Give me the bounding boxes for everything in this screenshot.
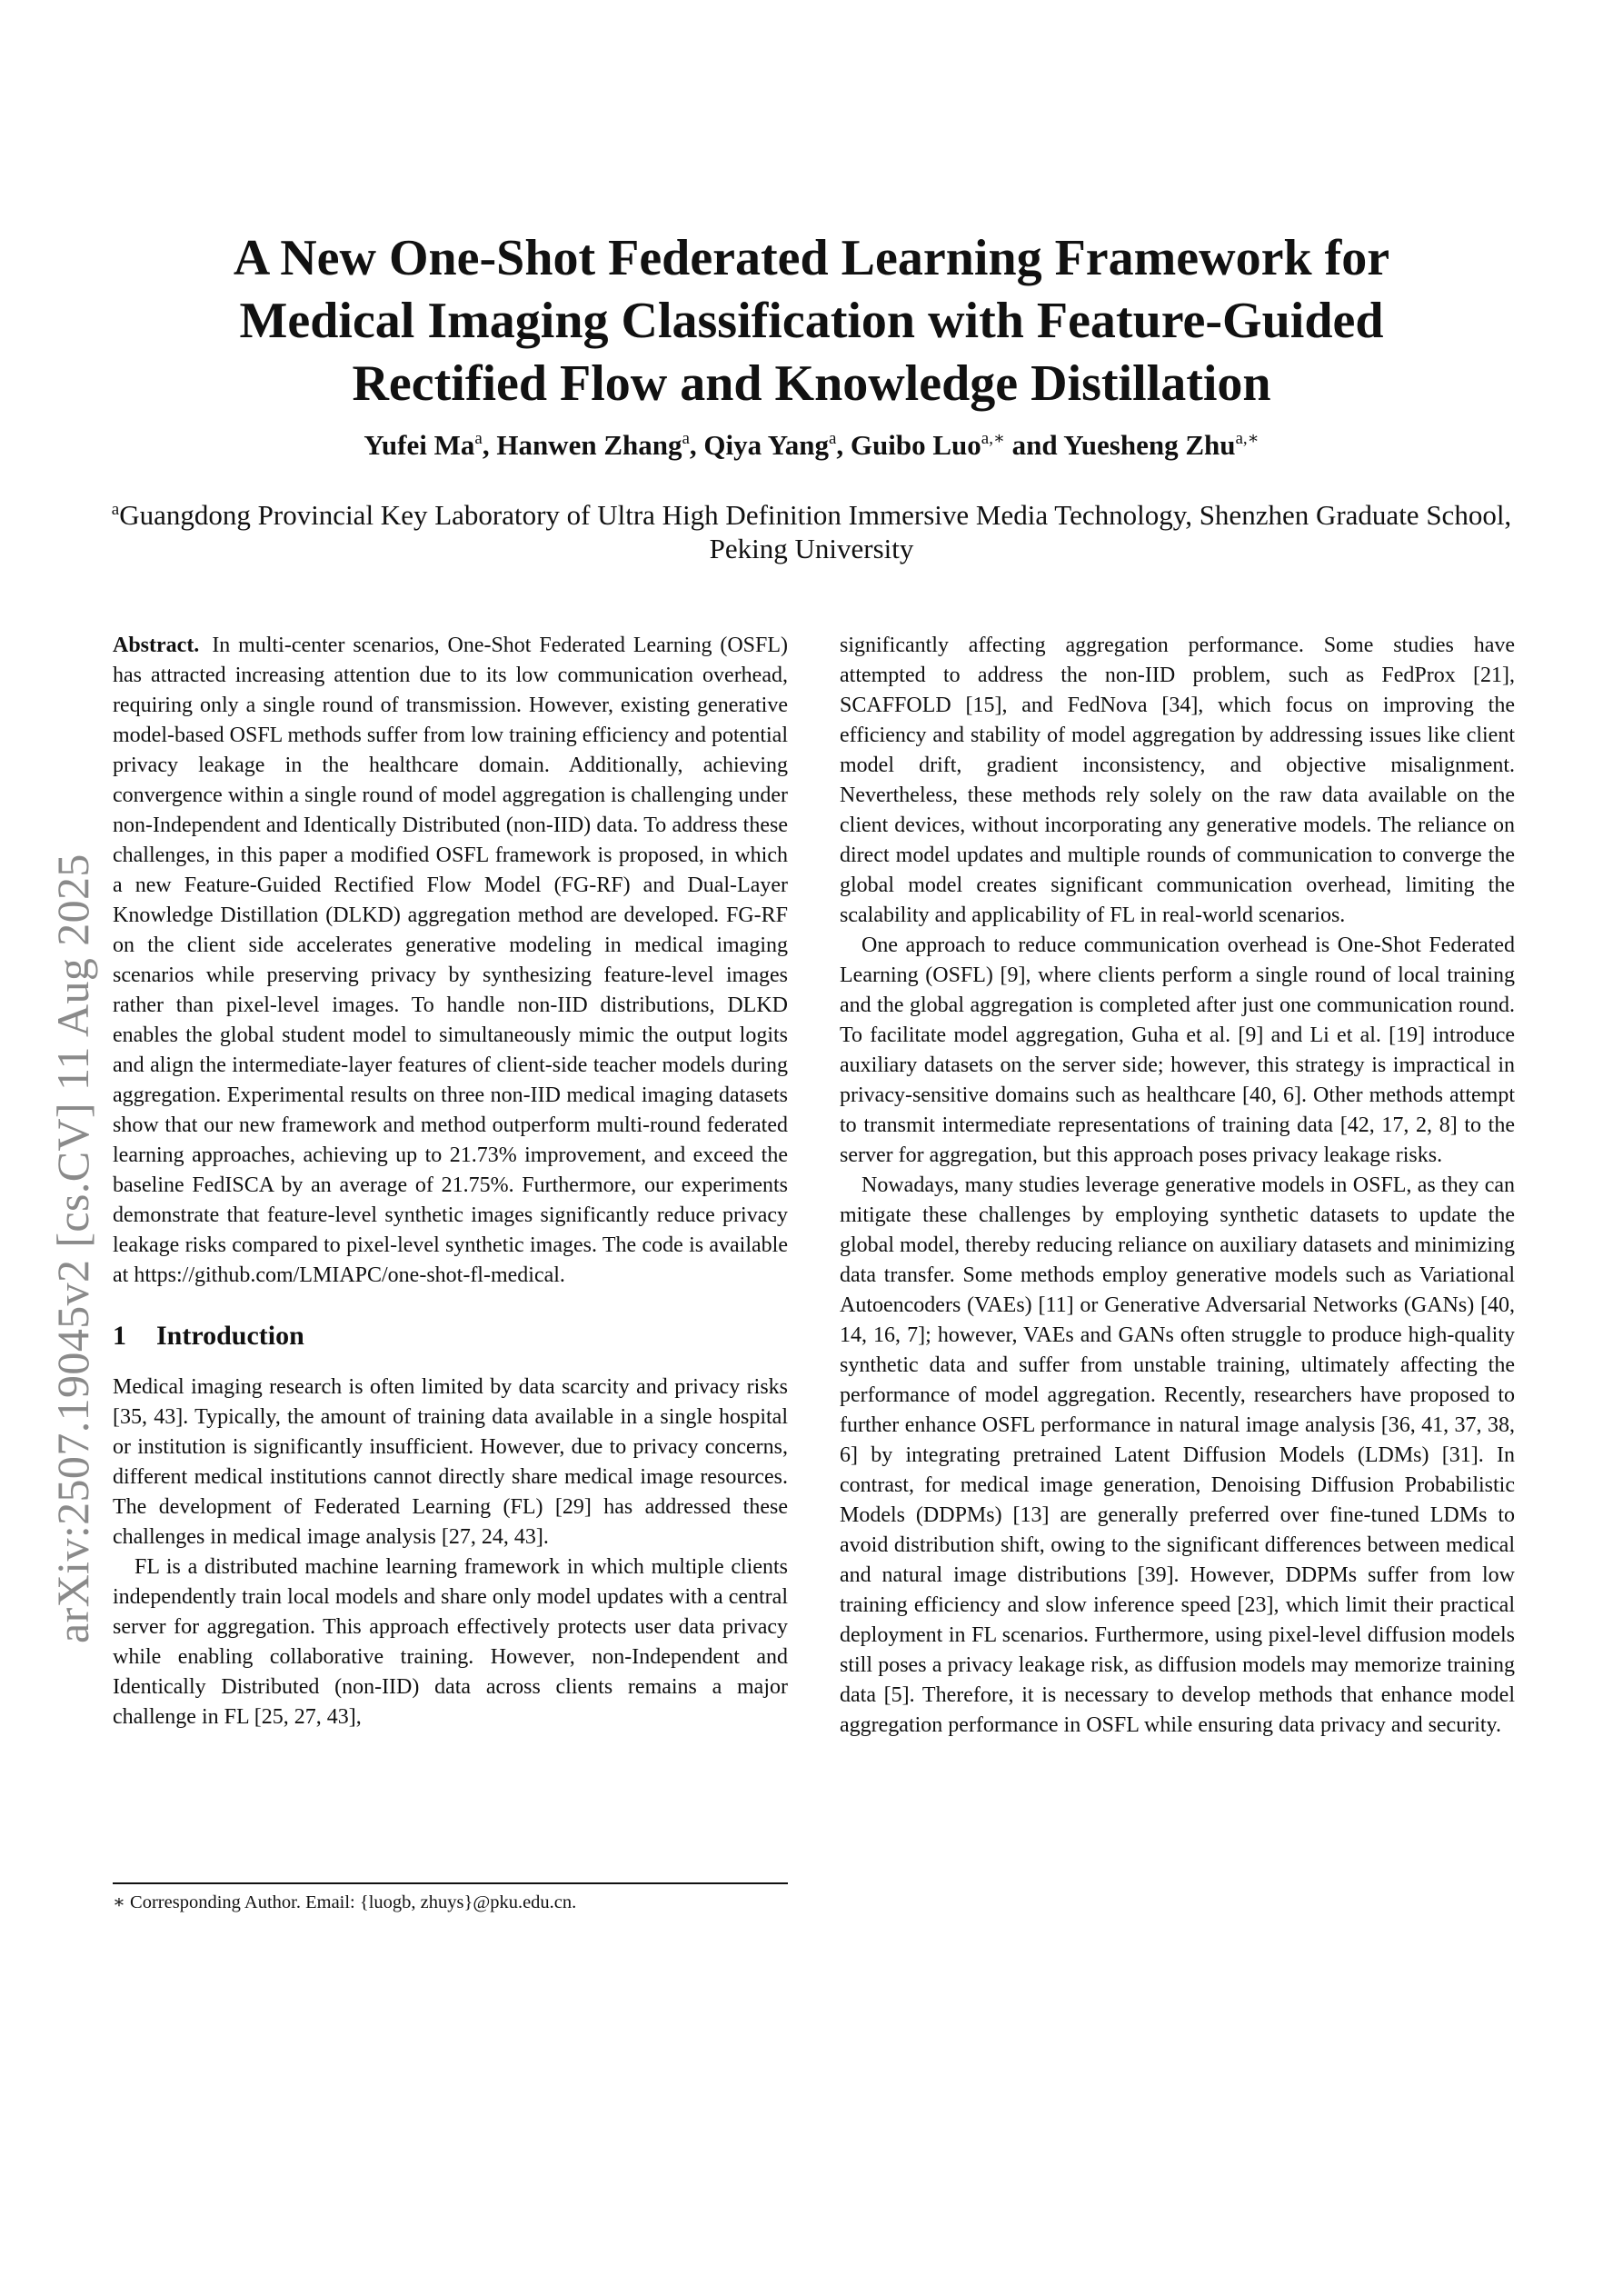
author-name: Guibo Luo [850,429,981,461]
author-separator: , [689,429,704,461]
abstract-text: In multi-center scenarios, One-Shot Federated Learning (OSFL) has attracted increasing attention due to its low communication overhead, requiring only a single round of transmission. However, existing generative model-based OSFL methods suffer from low training efficiency and potential privacy leakage in the healthcare domain. Additionally, achieving convergence within a single round of model aggregation is challenging under non-Independent and Identically Distributed (non-IID) data. To address these challenges, in this paper a modified OSFL framework is proposed, in which a new Feature-Guided Rectified Flow Model (FG-RF) and Dual-Layer Knowledge Distillation (DLKD) aggregation method are developed. FG-RF on the client side accelerates generative modeling in medical imaging scenarios while preserving privacy by synthesizing feature-level images rather than pixel-level images. To handle non-IID distributions, DLKD enables the global student model to simultaneously mimic the output logits and align the intermediate-layer features of client-side teacher models during aggregation. Experimental results on three non-IID medical imaging datasets show that our new framework and method outperform multi-round federated learning approaches, achieving up to 21.73% improvement, and exceed the baseline FedISCA by an average of 21.75%. Furthermore, our experiments demonstrate that feature-level synthetic images significantly reduce privacy leakage risks compared to pixel-level synthetic images. The code is available at https://github.com/LMIAPC/one-shot-fl-medical. [113,634,788,1287]
abstract [113,631,788,1291]
paper-title [136,227,1487,415]
author-affiliation-mark: a [474,429,483,448]
author-affiliation-mark: a [682,429,690,448]
author-name: Yufei Ma [363,429,475,461]
affiliation-mark: a [111,500,120,519]
section-number: 1 [113,1321,126,1351]
author-affiliation-mark: a [828,429,837,448]
author-affiliation-mark: a,∗ [1235,429,1260,448]
affiliation [100,498,1523,565]
body-paragraph: One approach to reduce communication overhead is One-Shot Federated Learning (OSFL) [9], where clients perform a single round of local training and the global aggregation is completed after just one communication round. To facilitate model aggregation, Guha et al. [9] and Li et al. [19] introduce auxiliary datasets on the server side; however, this strategy is impractical in privacy-sensitive domains such as healthcare [40, 6]. Other methods attempt to transmit intermediate representations of training data [42, 17, 2, 8] to the server for aggregation, but this approach poses privacy leakage risks. [840,933,1515,1167]
right-column [840,631,1515,1741]
body-paragraph: Nowadays, many studies leverage generative models in OSFL, as they can mitigate these challenges by employing synthetic datasets to update the global model, thereby reducing reliance on auxiliary datasets and minimizing data transfer. Some methods employ generative models such as Variational Autoencoders (VAEs) [11] or Generative Adversarial Networks (GANs) [40, 14, 16, 7]; however, VAEs and GANs often struggle to produce high-quality synthetic data and suffer from unstable training, ultimately affecting the performance of model aggregation. Recently, researchers have proposed to further enhance OSFL performance in natural image analysis [36, 41, 37, 38, 6] by integrating pretrained Latent Diffusion Models (LDMs) [31]. In contrast, for medical image generation, Denoising Diffusion Probabilistic Models (DDPMs) [13] are generally preferred over fine-tuned LDMs to avoid distribution shift, owing to the significant differences between medical and natural image distributions [39]. However, DDPMs suffer from low training efficiency and slow inference speed [23], which limit their practical deployment in FL scenarios. Furthermore, using pixel-level diffusion models still poses a privacy leakage risk, as diffusion models may memorize training data [5]. Therefore, it is necessary to develop methods that enhance model aggregation performance in OSFL while ensuring data privacy and security. [840,1173,1515,1737]
author-affiliation-mark: a,∗ [981,429,1005,448]
author-name: Yuesheng Zhu [1063,429,1236,461]
body-paragraph: Medical imaging research is often limited by data scarcity and privacy risks [35, 43]. Typically, the amount of training data available in a single hospital or institution is significantly insufficient. However, due to privacy concerns, different medical institutions cannot directly share medical image resources. The development of Federated Learning (FL) [29] has addressed these challenges in medical image analysis [27, 24, 43]. [113,1375,788,1549]
abstract-label: Abstract. [113,634,200,657]
author-name: Hanwen Zhang [496,429,682,461]
title-line: Rectified Flow and Knowledge Distillation [352,355,1271,412]
body-paragraph: FL is a distributed machine learning framework in which multiple clients independently train local models and share only model updates with a central server for aggregation. This approach effectively protects user data privacy while enabling collaborative training. However, non-Independent and Identically Distributed (non-IID) data across clients remains a major challenge in FL [25, 27, 43], [113,1555,788,1729]
title-line: A New One-Shot Federated Learning Framework for [233,230,1390,286]
author-list [136,427,1487,464]
footnote-rule [113,1882,788,1884]
footnote: ∗ Corresponding Author. Email: {luogb, zhuys}@pku.edu.cn. [113,1892,577,1912]
affiliation-text: Guangdong Provincial Key Laboratory of Ultra High Definition Immersive Media Technology, Shenzhen Graduate School, Peking University [119,499,1512,564]
author-separator: , [836,429,851,461]
section-title: Introduction [156,1321,304,1351]
title-line: Medical Imaging Classification with Feature-Guided [239,293,1384,349]
author-separator: and [1004,429,1064,461]
left-column [113,631,788,1732]
author-name: Qiya Yang [703,429,829,461]
arxiv-identifier-stamp: arXiv:2507.19045v2 [cs.CV] 11 Aug 2025 [47,854,98,1643]
author-separator: , [482,429,497,461]
body-paragraph: significantly affecting aggregation performance. Some studies have attempted to address the non-IID problem, such as FedProx [21], SCAFFOLD [15], and FedNova [34], which focus on improving the efficiency and stability of model aggregation by addressing issues like client model drift, gradient inconsistency, and objective misalignment. Nevertheless, these methods rely solely on the raw data available on the client devices, without incorporating any generative models. The reliance on direct model updates and multiple rounds of communication to converge the global model creates significant communication overhead, limiting the scalability and applicability of FL in real-world scenarios. [840,634,1515,927]
section-heading [113,1318,788,1354]
